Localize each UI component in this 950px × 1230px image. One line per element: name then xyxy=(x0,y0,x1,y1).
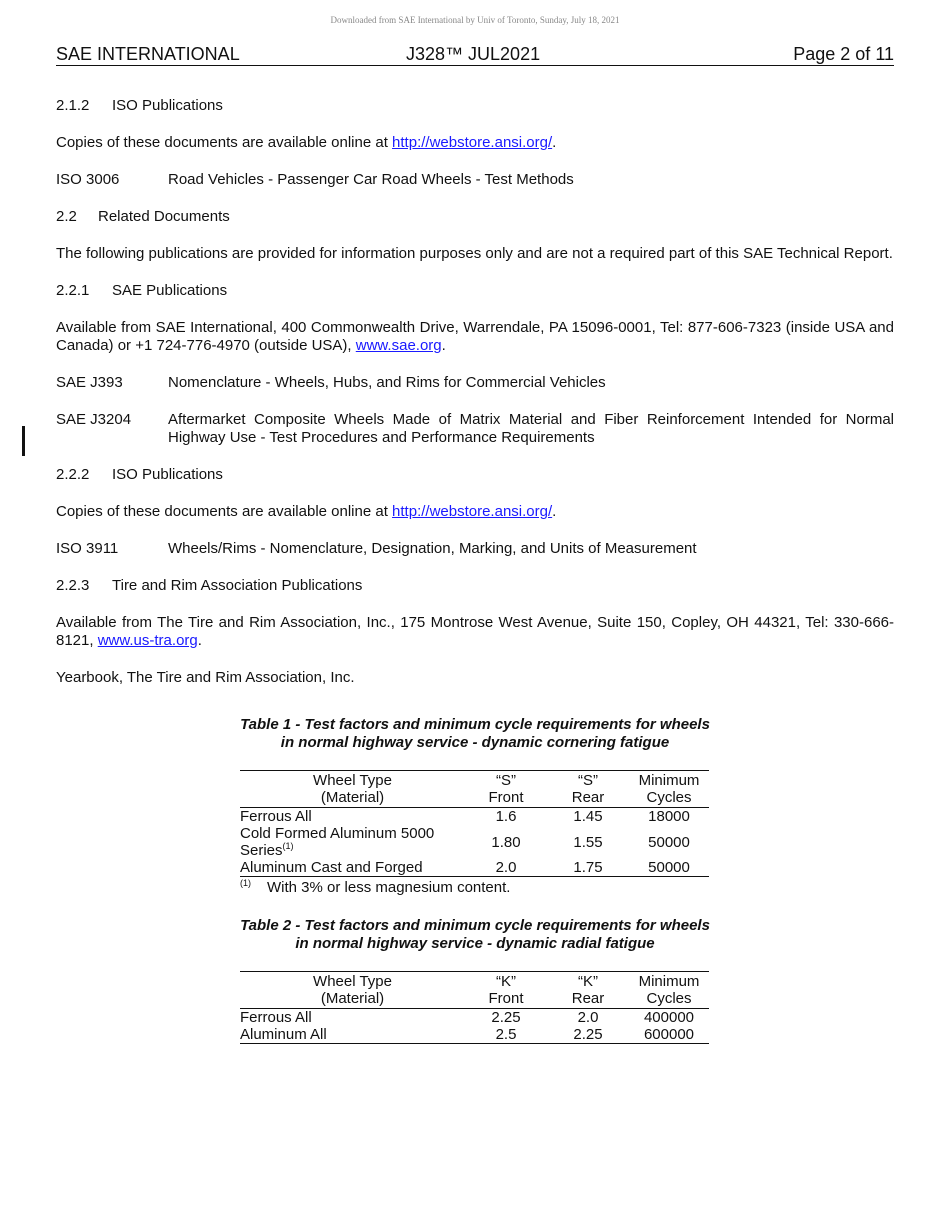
sae-availability-paragraph xyxy=(56,319,894,355)
table-1-title-line-2: in normal highway service - dynamic cornering fatigue xyxy=(280,734,670,751)
section-heading-2-2-3 xyxy=(56,577,894,595)
section-title: Tire and Rim Association Publications xyxy=(112,577,363,594)
footnote-marker: (1) xyxy=(282,841,294,851)
table-1-caption xyxy=(0,716,950,752)
sae-website-link[interactable]: www.sae.org xyxy=(355,337,442,354)
column-header-rear: “K” Rear xyxy=(547,972,629,1009)
cell-front: 2.0 xyxy=(495,859,517,876)
cell-wheel-type: Cold Formed Aluminum 5000 Series$^{(1)}$ xyxy=(240,825,435,859)
document-body xyxy=(56,97,894,687)
table-2-title-line-2: in normal highway service - dynamic radial fatigue xyxy=(295,935,655,952)
cell-cycles: 18000 xyxy=(648,808,690,825)
download-note: Downloaded from SAE International by Univ of Toronto, Sunday, July 18, 2021 xyxy=(330,15,620,25)
section-heading-2-2 xyxy=(56,208,894,226)
table-2-title-line-1: Table 2 - Test factors and minimum cycle requirements for wheels xyxy=(240,917,710,934)
table-1-footnote xyxy=(240,879,510,897)
reference-description: Nomenclature - Wheels, Hubs, and Rims for Commercial Vehicles xyxy=(168,374,606,391)
reference-description: Road Vehicles - Passenger Car Road Wheels - Test Methods xyxy=(168,171,574,188)
cell-rear: 2.25 xyxy=(573,1026,603,1043)
reference-iso-3006 xyxy=(56,171,894,189)
yearbook-reference: Yearbook, The Tire and Rim Association, Inc. xyxy=(56,669,355,686)
table-1 xyxy=(240,770,709,877)
header-doc-id: J328™ JUL2021 xyxy=(406,44,541,64)
cell-cycles: 50000 xyxy=(648,833,690,851)
cell-rear: 1.55 xyxy=(573,833,603,851)
column-header-front: “K” Front xyxy=(465,972,547,1009)
cell-wheel-type: Aluminum All xyxy=(240,1026,327,1043)
paragraph-text: Copies of these documents are available online at xyxy=(56,503,393,520)
table-row xyxy=(240,859,709,877)
section-number: 2.1.2 xyxy=(56,97,90,114)
paragraph-text: Copies of these documents are available online at xyxy=(56,134,393,151)
cell-front: 2.5 xyxy=(495,1026,517,1043)
footnote-text: With 3% or less magnesium content. xyxy=(267,879,511,896)
availability-paragraph xyxy=(56,134,894,152)
paragraph-end: . xyxy=(197,632,202,649)
page-header xyxy=(56,44,894,66)
revision-change-bar xyxy=(22,426,25,456)
reference-code: ISO 3911 xyxy=(56,540,119,557)
reference-sae-j3204 xyxy=(56,411,894,447)
reference-code: SAE J3204 xyxy=(56,411,132,428)
column-header-front: “S” Front xyxy=(465,771,547,808)
reference-code: SAE J393 xyxy=(56,374,123,391)
table-header-row xyxy=(240,771,709,808)
column-header-cycles: Minimum Cycles xyxy=(629,771,709,808)
footnote-marker: (1) xyxy=(240,878,251,888)
section-heading-2-2-2 xyxy=(56,466,894,484)
ansi-webstore-link[interactable]: http://webstore.ansi.org/ xyxy=(392,134,553,151)
table-1-title-line-1: Table 1 - Test factors and minimum cycle requirements for wheels xyxy=(240,716,710,733)
paragraph-text: Available from The Tire and Rim Association, Inc., 175 Montrose West Avenue, Suite 150, Copley, OH 44321, Tel: 330-666-8121, xyxy=(56,614,894,649)
reference-sae-j393 xyxy=(56,374,894,392)
header-org: SAE INTERNATIONAL xyxy=(56,44,240,64)
section-title: ISO Publications xyxy=(112,466,223,483)
table-row xyxy=(240,825,709,859)
tra-availability-paragraph xyxy=(56,614,894,650)
section-title: ISO Publications xyxy=(112,97,223,114)
reference-iso-3911 xyxy=(56,540,894,558)
section-number: 2.2.2 xyxy=(56,466,90,483)
paragraph-end: . xyxy=(441,337,446,354)
cell-rear: 1.45 xyxy=(573,808,603,825)
table-row xyxy=(240,808,709,826)
section-number: 2.2.1 xyxy=(56,282,90,299)
cell-front: 1.80 xyxy=(491,833,521,851)
column-header-rear: “S” Rear xyxy=(547,771,629,808)
table-2 xyxy=(240,971,709,1044)
section-number: 2.2 xyxy=(56,208,77,225)
section-heading-2-1-2 xyxy=(56,97,894,115)
cell-cycles: 600000 xyxy=(643,1026,695,1043)
column-header-wheel-type: Wheel Type (Material) xyxy=(240,771,465,808)
cell-front: 2.25 xyxy=(491,1009,521,1026)
cell-wheel-type: Ferrous All xyxy=(240,1009,312,1026)
cell-rear: 2.0 xyxy=(577,1009,599,1026)
table-row xyxy=(240,1026,709,1044)
related-documents-paragraph: The following publications are provided for information purposes only and are not a required part of this SAE Technical Report. xyxy=(56,245,893,262)
cell-front: 1.6 xyxy=(495,808,517,825)
reference-description: Wheels/Rims - Nomenclature, Designation, Marking, and Units of Measurement xyxy=(168,540,697,557)
paragraph-end: . xyxy=(552,134,557,151)
tra-website-link[interactable]: www.us-tra.org xyxy=(97,632,198,649)
section-title: SAE Publications xyxy=(112,282,228,299)
cell-cycles: 400000 xyxy=(643,1009,695,1026)
section-number: 2.2.3 xyxy=(56,577,90,594)
section-title: Related Documents xyxy=(98,208,230,225)
section-heading-2-2-1 xyxy=(56,282,894,300)
header-page-number: Page 2 of 11 xyxy=(793,44,894,64)
cell-wheel-type: Aluminum Cast and Forged xyxy=(240,859,423,876)
table-row xyxy=(240,1009,709,1027)
column-header-wheel-type: Wheel Type (Material) xyxy=(240,972,465,1009)
cell-wheel-type: Ferrous All xyxy=(240,808,312,825)
cell-cycles: 50000 xyxy=(648,859,690,876)
column-header-cycles: Minimum Cycles xyxy=(629,972,709,1009)
ansi-webstore-link[interactable]: http://webstore.ansi.org/ xyxy=(392,503,553,520)
reference-description: Aftermarket Composite Wheels Made of Matrix Material and Fiber Reinforcement Intended for Normal Highway Use - Test Procedures and Performance Requirements xyxy=(168,411,894,446)
paragraph-text: Available from SAE International, 400 Commonwealth Drive, Warrendale, PA 15096-0001, Tel: 877-606-7323 (inside USA and Canada) or +1 724-776-4970 (outside USA), xyxy=(56,319,894,354)
table-2-caption xyxy=(0,917,950,953)
cell-rear: 1.75 xyxy=(573,859,603,876)
reference-code: ISO 3006 xyxy=(56,171,120,188)
iso-availability-paragraph xyxy=(56,503,894,521)
paragraph-end: . xyxy=(552,503,557,520)
table-header-row xyxy=(240,972,709,1009)
